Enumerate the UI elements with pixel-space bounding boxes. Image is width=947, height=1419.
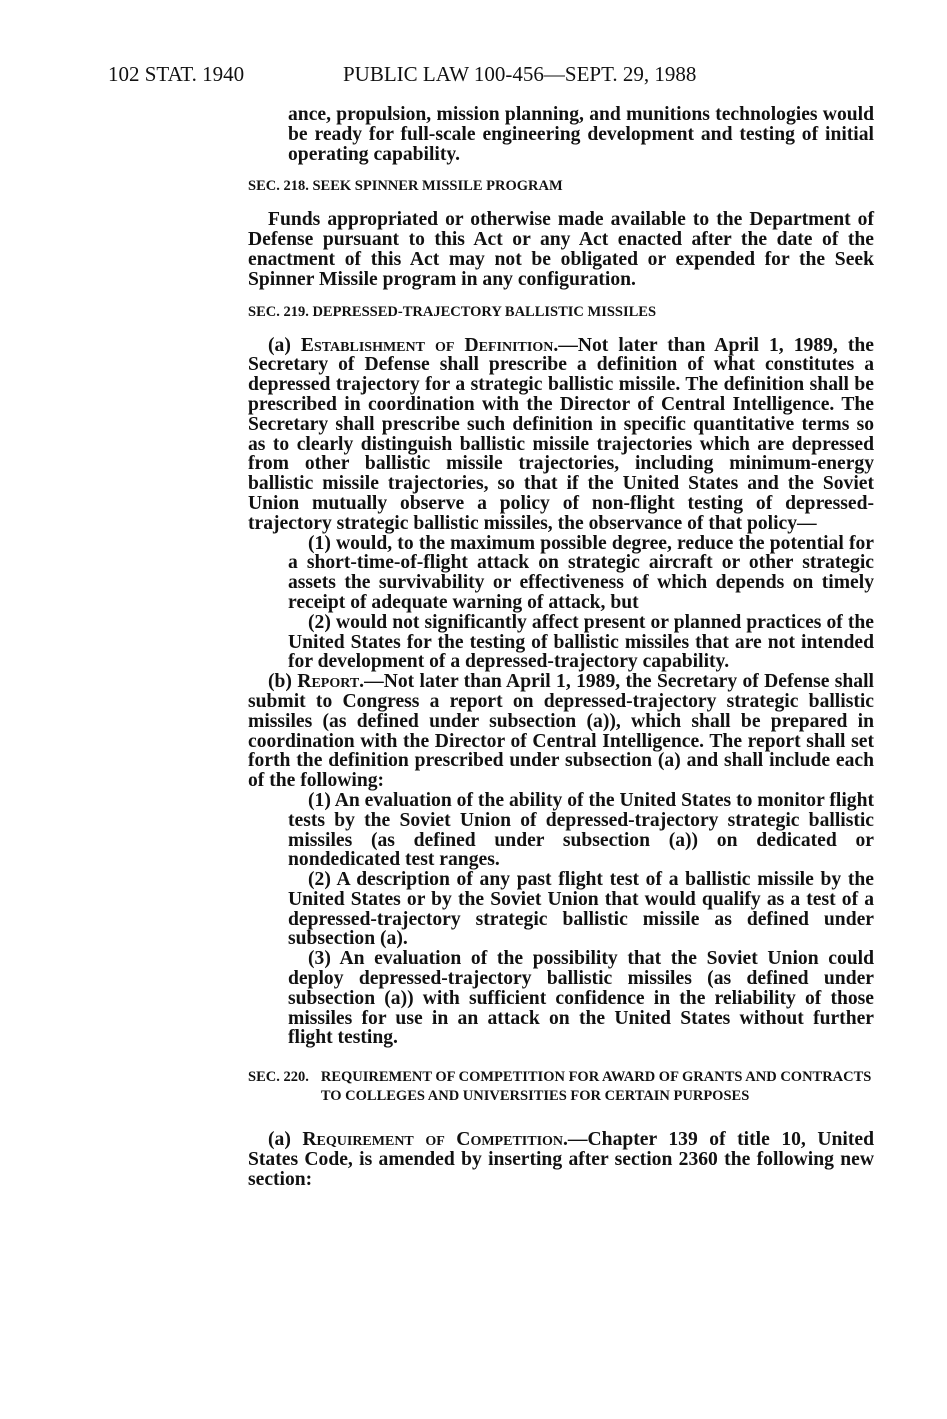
section-220-subsection-a [248,1130,874,1189]
subsection-b-label: (b) [268,671,298,693]
section-219-a-paragraph-2: (2) would not significantly affect present or planned practices of the United States for the testing of ballistic missiles that are not intended for development of a depressed-trajectory capability. [288,611,874,673]
section-219-b-paragraph-3: (3) An evaluation of the possibility that the Soviet Union could deploy depressed-trajectory ballistic missiles (as defined under subsection (a)) with sufficient confidence in the reliability of those missiles for use in an attack on the United States without further flight testing. [288,948,874,1049]
section-220-a-caption: Requirement of Competition. [302,1129,568,1151]
section-219-subsection-a [248,336,874,534]
subsection-a-caption: Establishment of Definition. [300,334,559,356]
section-220-a-label: (a) [268,1129,303,1151]
subsection-a-label: (a) [268,334,301,356]
subsection-b-caption: Report. [297,671,365,693]
subsection-a-text: —Not later than April 1, 1989, the Secretary of Defense shall prescribe a definition of what constitutes a depressed trajectory for a strategic ballistic missile. The definition shall be prescribed in coordination with the Director of Central Intelligence. The Secretary shall prescribe such definition in specific quantitative terms so as to clearly distinguish ballistic missile trajectories which are depressed from other ballistic missile trajectories, including minimum-energy ballistic missile trajectories, so that if the United States and the Soviet Union mutually observe a policy of non-flight testing of depressed-trajectory strategic ballistic missiles, the observance of that policy— [248,334,874,534]
continuation-paragraph: ance, propulsion, mission planning, and munitions technologies would be ready for full-scale engineering development and testing of initial operating capability. [288,104,874,165]
section-220-a-text: —Chapter 139 of title 10, United States Code, is amended by inserting after section 2360 the following new section: [248,1129,874,1190]
stat-page-number: 102 STAT. 1940 [108,62,245,86]
section-220-title: REQUIREMENT OF COMPETITION FOR AWARD OF GRANTS AND CONTRACTS TO COLLEGES AND UNIVERSITIES FOR CERTAIN PURPOSES [320,1069,872,1105]
section-218-heading: SEC. 218. SEEK SPINNER MISSILE PROGRAM [248,178,563,195]
section-220-heading [248,1068,874,1106]
body-text [248,105,874,1190]
section-218-text: Funds appropriated or otherwise made available to the Department of Defense pursuant to this Act or any Act enacted after the date of the enactment of this Act may not be obligated or expended for the Seek Spinner Missile program in any configuration. [248,209,874,290]
section-219-heading: SEC. 219. DEPRESSED-TRAJECTORY BALLISTIC MISSILES [248,303,657,320]
section-219-b-paragraph-2: (2) A description of any past flight test of a ballistic missile by the United States or by the Soviet Union that would qualify as a test of a depressed-trajectory strategic ballistic missile as defined under subsection (a). [288,869,874,950]
section-219-subsection-b [248,672,874,791]
running-head [108,60,868,88]
subsection-b-text: —Not later than April 1, 1989, the Secretary of Defense shall submit to Congress a report on depressed-trajectory strategic ballistic missiles (as defined under subsection (a)), which shall be prepared in coordination with the Director of Central Intelligence. The report shall set forth the definition prescribed under subsection (a) and shall include each of the following: [248,671,874,792]
section-219-a-paragraph-1: (1) would, to the maximum possible degree, reduce the potential for a short-time-of-flight attack on strategic aircraft or other strategic assets the survivability or effectiveness of which depends on timely receipt of adequate warning of attack, but [288,532,874,613]
section-220-number: SEC. 220. [248,1069,309,1086]
public-law-citation: PUBLIC LAW 100-456—SEPT. 29, 1988 [343,62,697,86]
section-219-b-paragraph-1: (1) An evaluation of the ability of the United States to monitor flight tests by the Soviet Union of depressed-trajectory strategic ballistic missiles (as defined under subsection (a)) on dedicated or nondedicated test ranges. [288,789,874,871]
